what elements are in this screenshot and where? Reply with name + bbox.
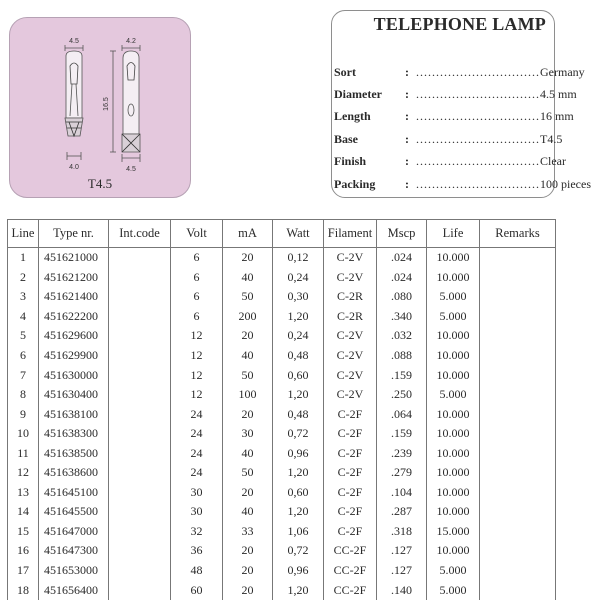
cell-ma: 20	[223, 326, 273, 346]
cell-remarks	[480, 404, 556, 424]
col-header-watt: Watt	[273, 220, 324, 248]
spec-colon: :	[405, 109, 409, 123]
cell-mscp: .287	[377, 502, 427, 522]
spec-label: Base	[334, 132, 358, 146]
spec-value: 16 mm	[540, 109, 574, 123]
cell-volt: 24	[171, 424, 223, 444]
cell-int-code	[109, 502, 171, 522]
cell-int-code	[109, 561, 171, 581]
cell-ma: 50	[223, 287, 273, 307]
cell-remarks	[480, 268, 556, 288]
cell-mscp: .080	[377, 287, 427, 307]
lamp-drawing-panel	[9, 17, 191, 198]
col-header-type-nr: Type nr.	[39, 220, 109, 248]
spec-panel	[331, 10, 591, 198]
cell-life: 15.000	[427, 522, 480, 542]
cell-remarks	[480, 365, 556, 385]
cell-volt: 6	[171, 307, 223, 327]
cell-line: 10	[8, 424, 39, 444]
spec-leader: ...............................	[416, 154, 540, 168]
cell-type-nr: 451622200	[39, 307, 109, 327]
cell-watt: 0,24	[273, 268, 324, 288]
cell-line: 17	[8, 561, 39, 581]
cell-life: 10.000	[427, 483, 480, 503]
cell-ma: 20	[223, 561, 273, 581]
spec-leader: ...............................	[416, 87, 540, 101]
cell-life: 5.000	[427, 580, 480, 600]
cell-ma: 100	[223, 385, 273, 405]
cell-int-code	[109, 287, 171, 307]
spec-leader: ...............................	[416, 109, 540, 123]
cell-int-code	[109, 326, 171, 346]
cell-line: 2	[8, 268, 39, 288]
cell-int-code	[109, 268, 171, 288]
spec-label: Sort	[334, 65, 356, 79]
cell-watt: 0,48	[273, 404, 324, 424]
cell-type-nr: 451638300	[39, 424, 109, 444]
cell-remarks	[480, 502, 556, 522]
col-header-filament: Filament	[324, 220, 377, 248]
cell-ma: 40	[223, 346, 273, 366]
dim-bottom-left: 4.0	[69, 164, 79, 171]
cell-mscp: .140	[377, 580, 427, 600]
cell-remarks	[480, 522, 556, 542]
table-row	[8, 268, 556, 288]
cell-line: 7	[8, 365, 39, 385]
cell-ma: 20	[223, 580, 273, 600]
cell-type-nr: 451629600	[39, 326, 109, 346]
cell-line: 15	[8, 522, 39, 542]
spec-colon: :	[405, 132, 409, 146]
cell-mscp: .064	[377, 404, 427, 424]
cell-line: 5	[8, 326, 39, 346]
spec-label: Diameter	[334, 87, 382, 101]
spec-row-diameter	[332, 87, 577, 105]
cell-type-nr: 451653000	[39, 561, 109, 581]
cell-ma: 40	[223, 443, 273, 463]
cell-remarks	[480, 307, 556, 327]
table-row	[8, 443, 556, 463]
table-row	[8, 404, 556, 424]
cell-remarks	[480, 287, 556, 307]
cell-filament: C-2V	[324, 326, 377, 346]
cell-filament: CC-2F	[324, 561, 377, 581]
table-row	[8, 287, 556, 307]
cell-mscp: .088	[377, 346, 427, 366]
cell-filament: C-2V	[324, 385, 377, 405]
lamp-table	[7, 219, 556, 600]
cell-filament: C-2R	[324, 307, 377, 327]
cell-watt: 1,20	[273, 502, 324, 522]
cell-life: 10.000	[427, 404, 480, 424]
cell-type-nr: 451629900	[39, 346, 109, 366]
cell-ma: 20	[223, 483, 273, 503]
cell-remarks	[480, 463, 556, 483]
cell-ma: 20	[223, 404, 273, 424]
cell-watt: 0,72	[273, 541, 324, 561]
cell-volt: 24	[171, 404, 223, 424]
cell-type-nr: 451656400	[39, 580, 109, 600]
spec-colon: :	[405, 177, 409, 191]
col-header-int-code: Int.code	[109, 220, 171, 248]
cell-ma: 40	[223, 502, 273, 522]
cell-life: 10.000	[427, 443, 480, 463]
cell-watt: 1,20	[273, 463, 324, 483]
table-row	[8, 248, 556, 268]
cell-mscp: .239	[377, 443, 427, 463]
cell-int-code	[109, 404, 171, 424]
dim-top-left: 4.5	[69, 38, 79, 45]
cell-watt: 0,12	[273, 248, 324, 268]
cell-life: 5.000	[427, 385, 480, 405]
cell-volt: 48	[171, 561, 223, 581]
cell-remarks	[480, 580, 556, 600]
cell-type-nr: 451647300	[39, 541, 109, 561]
cell-mscp: .159	[377, 424, 427, 444]
cell-filament: CC-2F	[324, 541, 377, 561]
cell-filament: C-2F	[324, 404, 377, 424]
cell-ma: 20	[223, 248, 273, 268]
cell-volt: 6	[171, 268, 223, 288]
cell-ma: 40	[223, 268, 273, 288]
cell-line: 11	[8, 443, 39, 463]
cell-watt: 0,96	[273, 561, 324, 581]
cell-remarks	[480, 424, 556, 444]
cell-mscp: .250	[377, 385, 427, 405]
cell-line: 12	[8, 463, 39, 483]
spec-title: TELEPHONE LAMP	[373, 14, 546, 34]
cell-watt: 1,20	[273, 307, 324, 327]
cell-life: 10.000	[427, 326, 480, 346]
cell-type-nr: 451621400	[39, 287, 109, 307]
cell-watt: 0,72	[273, 424, 324, 444]
cell-volt: 12	[171, 385, 223, 405]
dim-height: 16.5	[103, 97, 110, 111]
cell-volt: 6	[171, 248, 223, 268]
cell-remarks	[480, 346, 556, 366]
cell-life: 10.000	[427, 424, 480, 444]
spec-value: Germany	[540, 65, 585, 79]
cell-line: 18	[8, 580, 39, 600]
cell-life: 10.000	[427, 268, 480, 288]
cell-volt: 30	[171, 483, 223, 503]
table-row	[8, 541, 556, 561]
cell-line: 6	[8, 346, 39, 366]
cell-mscp: .159	[377, 365, 427, 385]
cell-type-nr: 451638100	[39, 404, 109, 424]
cell-type-nr: 451645500	[39, 502, 109, 522]
cell-line: 8	[8, 385, 39, 405]
table-row	[8, 424, 556, 444]
cell-volt: 6	[171, 287, 223, 307]
cell-life: 10.000	[427, 346, 480, 366]
cell-watt: 0,48	[273, 346, 324, 366]
cell-ma: 50	[223, 463, 273, 483]
cell-mscp: .279	[377, 463, 427, 483]
spec-leader: ...............................	[416, 177, 540, 191]
cell-filament: C-2V	[324, 268, 377, 288]
cell-filament: C-2F	[324, 463, 377, 483]
spec-colon: :	[405, 65, 409, 79]
cell-life: 5.000	[427, 307, 480, 327]
cell-volt: 30	[171, 502, 223, 522]
cell-remarks	[480, 443, 556, 463]
cell-filament: C-2F	[324, 424, 377, 444]
cell-life: 10.000	[427, 541, 480, 561]
cell-mscp: .032	[377, 326, 427, 346]
cell-type-nr: 451647000	[39, 522, 109, 542]
cell-type-nr: 451621200	[39, 268, 109, 288]
table-row	[8, 365, 556, 385]
cell-life: 5.000	[427, 287, 480, 307]
cell-type-nr: 451630000	[39, 365, 109, 385]
col-header-mscp: Mscp	[377, 220, 427, 248]
cell-int-code	[109, 522, 171, 542]
spec-value: 100 pieces	[540, 177, 591, 191]
cell-mscp: .024	[377, 248, 427, 268]
cell-volt: 36	[171, 541, 223, 561]
cell-int-code	[109, 443, 171, 463]
cell-watt: 1,20	[273, 580, 324, 600]
cell-int-code	[109, 307, 171, 327]
cell-int-code	[109, 580, 171, 600]
cell-filament: C-2V	[324, 346, 377, 366]
cell-mscp: .104	[377, 483, 427, 503]
spec-row-packing	[332, 177, 591, 195]
cell-filament: C-2V	[324, 365, 377, 385]
cell-line: 9	[8, 404, 39, 424]
spec-label: Finish	[334, 154, 367, 168]
cell-watt: 0,24	[273, 326, 324, 346]
cell-volt: 12	[171, 346, 223, 366]
cell-life: 10.000	[427, 248, 480, 268]
spec-label: Length	[334, 109, 371, 123]
cell-line: 13	[8, 483, 39, 503]
spec-row-length	[332, 109, 574, 127]
spec-value: T4.5	[540, 132, 563, 146]
cell-watt: 1,06	[273, 522, 324, 542]
col-header-remarks: Remarks	[480, 220, 556, 248]
cell-line: 16	[8, 541, 39, 561]
cell-watt: 0,60	[273, 365, 324, 385]
cell-type-nr: 451621000	[39, 248, 109, 268]
spec-row-sort	[332, 65, 585, 83]
col-header-ma: mA	[223, 220, 273, 248]
cell-mscp: .127	[377, 541, 427, 561]
cell-life: 10.000	[427, 463, 480, 483]
table-row	[8, 307, 556, 327]
table-body	[8, 248, 556, 600]
cell-int-code	[109, 483, 171, 503]
cell-ma: 30	[223, 424, 273, 444]
cell-mscp: .127	[377, 561, 427, 581]
drawing-caption: T4.5	[87, 176, 113, 191]
cell-volt: 12	[171, 365, 223, 385]
col-header-volt: Volt	[171, 220, 223, 248]
cell-filament: CC-2F	[324, 580, 377, 600]
table-row	[8, 463, 556, 483]
table-row	[8, 522, 556, 542]
spec-colon: :	[405, 154, 409, 168]
cell-volt: 12	[171, 326, 223, 346]
cell-volt: 60	[171, 580, 223, 600]
cell-int-code	[109, 248, 171, 268]
col-header-life: Life	[427, 220, 480, 248]
cell-ma: 50	[223, 365, 273, 385]
table-row	[8, 483, 556, 503]
cell-volt: 24	[171, 463, 223, 483]
cell-int-code	[109, 385, 171, 405]
cell-life: 5.000	[427, 561, 480, 581]
cell-watt: 0,96	[273, 443, 324, 463]
cell-filament: C-2R	[324, 287, 377, 307]
table-row	[8, 502, 556, 522]
cell-type-nr: 451638500	[39, 443, 109, 463]
cell-remarks	[480, 561, 556, 581]
cell-line: 1	[8, 248, 39, 268]
cell-line: 3	[8, 287, 39, 307]
cell-remarks	[480, 483, 556, 503]
cell-remarks	[480, 385, 556, 405]
cell-watt: 0,60	[273, 483, 324, 503]
cell-filament: C-2F	[324, 483, 377, 503]
cell-remarks	[480, 248, 556, 268]
cell-ma: 33	[223, 522, 273, 542]
spec-row-finish	[332, 154, 566, 172]
lamp-technical-drawing	[10, 18, 190, 198]
cell-life: 10.000	[427, 502, 480, 522]
cell-filament: C-2V	[324, 248, 377, 268]
cell-int-code	[109, 365, 171, 385]
spec-label: Packing	[334, 177, 376, 191]
table-header-row	[8, 220, 556, 248]
table-row	[8, 346, 556, 366]
cell-mscp: .340	[377, 307, 427, 327]
spec-leader: ...............................	[416, 65, 540, 79]
cell-mscp: .024	[377, 268, 427, 288]
cell-volt: 32	[171, 522, 223, 542]
cell-filament: C-2F	[324, 522, 377, 542]
table-row	[8, 385, 556, 405]
dim-bottom-right: 4.5	[126, 166, 136, 173]
cell-ma: 200	[223, 307, 273, 327]
cell-int-code	[109, 346, 171, 366]
cell-int-code	[109, 541, 171, 561]
table-row	[8, 580, 556, 600]
cell-life: 10.000	[427, 365, 480, 385]
cell-remarks	[480, 326, 556, 346]
cell-mscp: .318	[377, 522, 427, 542]
cell-watt: 0,30	[273, 287, 324, 307]
cell-type-nr: 451645100	[39, 483, 109, 503]
col-header-line: Line	[8, 220, 39, 248]
cell-line: 14	[8, 502, 39, 522]
cell-ma: 20	[223, 541, 273, 561]
table-row	[8, 326, 556, 346]
cell-filament: C-2F	[324, 443, 377, 463]
spec-value: Clear	[540, 154, 566, 168]
spec-value: 4.5 mm	[540, 87, 577, 101]
cell-int-code	[109, 424, 171, 444]
cell-watt: 1,20	[273, 385, 324, 405]
spec-leader: ...............................	[416, 132, 540, 146]
cell-volt: 24	[171, 443, 223, 463]
cell-filament: C-2F	[324, 502, 377, 522]
cell-line: 4	[8, 307, 39, 327]
cell-remarks	[480, 541, 556, 561]
dim-top-right: 4.2	[126, 38, 136, 45]
table-row	[8, 561, 556, 581]
cell-type-nr: 451630400	[39, 385, 109, 405]
spec-colon: :	[405, 87, 409, 101]
cell-int-code	[109, 463, 171, 483]
spec-row-base	[332, 132, 563, 150]
cell-type-nr: 451638600	[39, 463, 109, 483]
